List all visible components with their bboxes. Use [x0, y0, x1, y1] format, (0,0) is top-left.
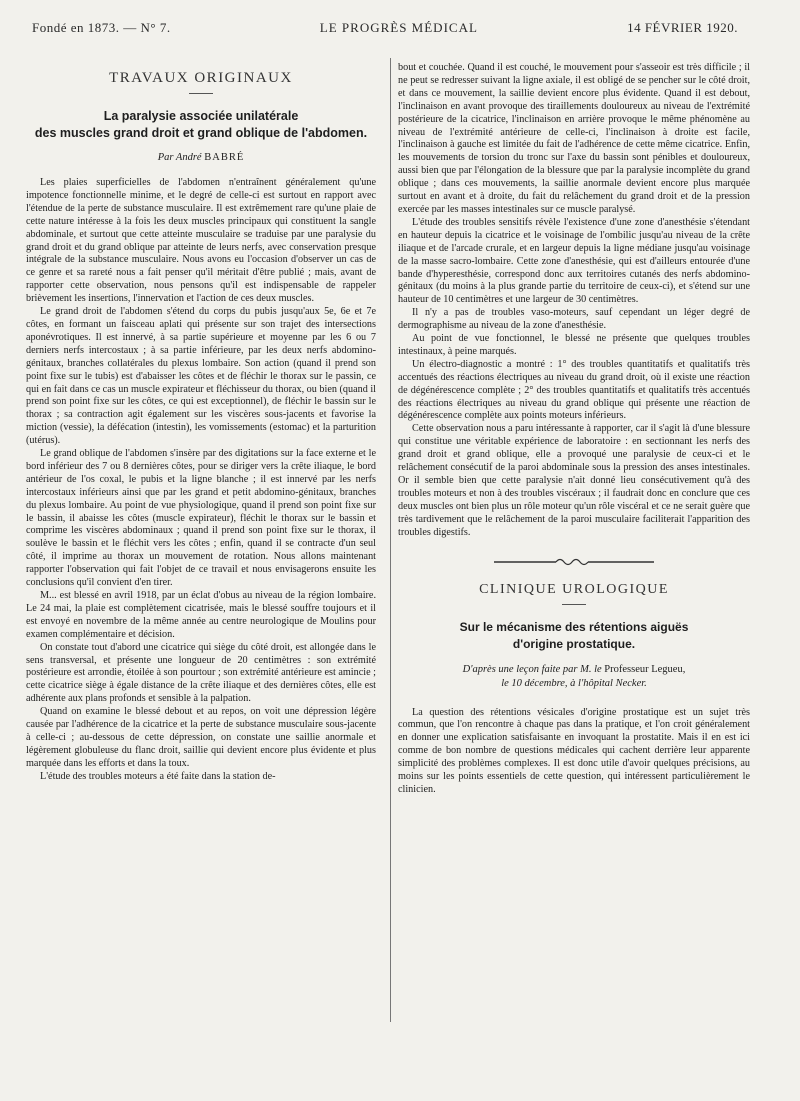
paragraph: Au point de vue fonctionnel, le blessé ne présente que quelques troubles intestinaux, à peine marqués.	[398, 333, 750, 357]
left-column	[26, 62, 376, 1022]
column-divider	[390, 58, 391, 1022]
paragraph: M... est blessé en avril 1918, par un éclat d'obus au niveau de la région lombaire. Le 24 mai, la plaie est complètement cicatrisée, mais le blessé souffre toujours et il est envoyé en novembre de la même année au centre neurologique de Moulins pour examen complémentaire et décision.	[26, 590, 376, 640]
article-title-line1: Sur le mécanisme des rétentions aiguës	[459, 619, 689, 634]
paragraph: Un électro-diagnostic a montré : 1° des troubles quantitatifs et qualitatifs très accentués des réactions électriques au niveau du grand droit, où il existe une réaction de dégénérescence complète ; 2° des troubles quantitatifs et qualitatifs très accentués des réactions électriques au niveau du grand oblique qui présente une réaction de dégénérescence complète aux points moteurs inférieurs.	[398, 358, 750, 422]
right-column	[398, 62, 750, 1022]
lecture-note	[398, 663, 750, 691]
lecture-prefix: D'après une leçon faite par M. le	[462, 663, 602, 675]
paragraph: Les plaies superficielles de l'abdomen n'entraînent généralement qu'une impotence fonctionnelle minime, et le degré de celle-ci est surtout en rapport avec l'étendue de la perte de substance musculaire. Il est extrêmement rare qu'une plaie de cette nature intéresse à la fois les deux muscles principaux qui constituent la sangle abdominale, et surtout que cette atteinte musculaire se traduise par une paralysie du grand droit et du grand oblique par atteinte de leurs nerfs, avec conservation presque intégrale de la substance musculaire. Nous avons eu l'occasion d'observer un cas de ce genre et sa rareté nous a fait penser qu'il méritait d'être publié ; mais, avant de rapporter cette observation, nous pensons qu'il est indispensable de rappeler brièvement les insertions, l'innervation et l'action de ces deux muscles.	[26, 177, 376, 305]
paragraph: Quand on examine le blessé debout et au repos, on voit une dépression légère causée par l'adhérence de la cicatrice et la perte de substance musculaire sous-jacente à celle-ci ; au-dessous de cette dépression, on constate une saillie anormale et légèrement globuleuse du flanc droit, saillie qui devient encore plus évidente et plus marquée dans les efforts et dans la toux.	[26, 706, 376, 769]
paragraph: Il n'y a pas de troubles vaso-moteurs, sauf cependant un léger degré de dermographisme au niveau de la zone d'anesthésie.	[398, 307, 750, 332]
paragraph: L'étude des troubles sensitifs révèle l'existence d'une zone d'anesthésie s'étendant en hauteur depuis la cicatrice et le voisinage de l'ombilic jusqu'au niveau de la crête iliaque et de l'arcade crurale, et en largeur depuis la ligne médiane jusqu'au voisinage de la masse sacro-lombaire. Cette zone d'anesthésie, qui est d'ailleurs entourée d'une bande d'hyperesthésie, correspond donc aux territoires cutanés des nerfs abdomino-génitaux (du moins à la plus grande partie du territoire de ceux-ci), et s'étend sur une hauteur de 10 centimètres et une largeur de 30 centimètres.	[398, 216, 750, 306]
article-title-retentions	[398, 619, 750, 653]
paragraph: Le grand oblique de l'abdomen s'insère par des digitations sur la face externe et le bord inférieur des 7 ou 8 dernières côtes, pour se diriger vers la crête iliaque, le bord antérieur de l'os coxal, le pubis et la ligne blanche ; il est innervé par les nerfs intercostaux inférieurs ainsi que par les grand et petit abdomino-génitaux, branches du plexus lombaire. Au point de vue physiologique, quand il prend son point fixe sur le bassin, il abaisse les côtes (muscle expirateur), fléchit le thorax sur le bassin et comprime les viscères abdominaux ; quand il prend son point fixe sur le thorax, il soulève le bassin et le fléchit vers les côtes ; enfin, quand il se contracte d'un seul côté, il imprime au thorax un mouvement de rotation. Nous allons maintenant rapporter l'observation qui fait l'objet de ce travail et nous envisagerons ensuite les conclusions qu'il convient d'en tirer.	[26, 448, 376, 589]
paragraph: Le grand droit de l'abdomen s'étend du corps du pubis jusqu'aux 5e, 6e et 7e côtes, en formant un faisceau aplati qui présente sur son trajet des intersections aponévrotiques. Il est innervé, à sa partie supérieure et moyenne par les 6 ou 7 derniers nerfs intercostaux ; à sa partie inférieure, par les deux nerfs abdomino-génitaux, branches collatérales du plexus lombaire. Son action (quand il prend son point fixe sur le tubis) est d'abaisser les côtes et de fléchir le thorax sur le passin, ce qui en fait dans ce cas un muscle expirateur et fléchisseur du thorax, ou bien (quand il prend son point fixe sur les côtes, ce qui est exceptionnel), de fléchir le bassin sur le thorax ; sa contraction agit également sur les viscères sous-jacents et favorise la miction (vessie), la défécation (intestin), les vomissements (estomac) et la parturition (utérus).	[26, 306, 376, 447]
article-title-line2: des muscles grand droit et grand oblique de l'abdomen.	[34, 126, 368, 140]
byline-prefix: Par André	[157, 152, 202, 163]
title-dash	[562, 604, 586, 605]
byline	[26, 152, 376, 163]
section-ornament	[494, 556, 654, 568]
paragraph: bout et couchée. Quand il est couché, le mouvement pour s'asseoir est très difficile ; il ne peut se redresser suivant la ligne axiale, il est obligé de se pencher sur le côté droit, et dans ce mouvement, la saillie devient encore plus évidente. Quand il est debout, l'inclinaison en avant provoque des tiraillements douloureux au niveau de l'extrémité postérieure de la cicatrice, l'inclinaison en arrière provoque le même phénomène au niveau de l'extrémité antérieure de celle-ci, l'inclinaison à droite est facile, l'inclinaison à gauche est limitée du fait de l'adhérence de cette même cicatrice. Enfin, les mouvements de torsion du tronc sur l'axe du bassin sont pénibles et douloureux, aussi bien que par l'élongation de la blessure que par la paralysie incomplète du grand oblique ; dans ces mouvements, la saillie anormale devient encore plus marquée surtout en avant et à droite, du fait du relâchement du grand droit et de la pression exercée par les masses intestinales sur ce muscle paralysé.	[398, 62, 750, 215]
section-title-travaux: TRAVAUX ORIGINAUX	[109, 70, 293, 86]
running-header	[32, 20, 738, 42]
journal-title: LE PROGRÈS MÉDICAL	[319, 20, 478, 35]
issue-label: Fondé en 1873. — N° 7.	[32, 20, 171, 35]
title-dash	[189, 93, 213, 94]
paragraph: Cette observation nous a paru intéressante à rapporter, car il s'agit là d'une blessure qui constitue une véritable expérience de laboratoire : en sectionnant les nerfs des grand droit et grand oblique, elle a provoqué une paralysie de ceux-ci et le relâchement consécutif de la paroi abdominale sous la pression des anses intestinales. Or il semble bien que cette paralysie n'ait donné lieu consécutivement qu'à des troubles moteurs et non à des troubles viscéraux ; il faudrait donc en conclure que ces deux muscles ont bien plus un rôle moteur qu'un rôle viscéral et ce ne serait guère que très tardivement que le relâchement de la paroi musculaire faciliterait l'apparition des troubles digestifs.	[398, 423, 750, 538]
article-title-line2: d'origine prostatique.	[512, 636, 636, 651]
section-title-clinique: CLINIQUE UROLOGIQUE	[479, 581, 669, 597]
article-title-line1: La paralysie associée unilatérale	[103, 109, 299, 123]
paragraph: La question des rétentions vésicales d'origine prostatique est un sujet très commun, que l'on rencontre à chaque pas dans la pratique, et l'on croit généralement en donner une explication satisfaisante en invoquant la prostatite. Mais il en est ici comme de bon nombre de questions médicales qui cachent derrière leur apparente simplicité des problèmes complexes. Il est donc utile d'avoir quelques précisions, au moins sur les points essentiels de cette question, qui intéressent particulièrement le clinicien.	[398, 706, 750, 795]
lecture-professor: Professeur Legueu,	[604, 663, 686, 675]
lecture-details: le 10 décembre, à l'hôpital Necker.	[501, 677, 647, 689]
paragraph: On constate tout d'abord une cicatrice qui siège du côté droit, est allongée dans le sens transversal, et présente une longueur de 20 centimètres : son extrémité postérieure est arrondie, étoilée à son pourtour ; son extrémité antérieure est amincie ; cette cicatrice siège à égale distance de la crête iliaque et des dernières côtes, elle est adhérente aux plans profonds et sensible à la palpation.	[26, 641, 376, 705]
byline-author: BABRÉ	[204, 152, 245, 163]
paragraph: L'étude des troubles moteurs a été faite dans la station de-	[40, 770, 276, 782]
issue-date: 14 FÉVRIER 1920.	[627, 20, 738, 35]
article-title-paralysie	[26, 108, 376, 142]
